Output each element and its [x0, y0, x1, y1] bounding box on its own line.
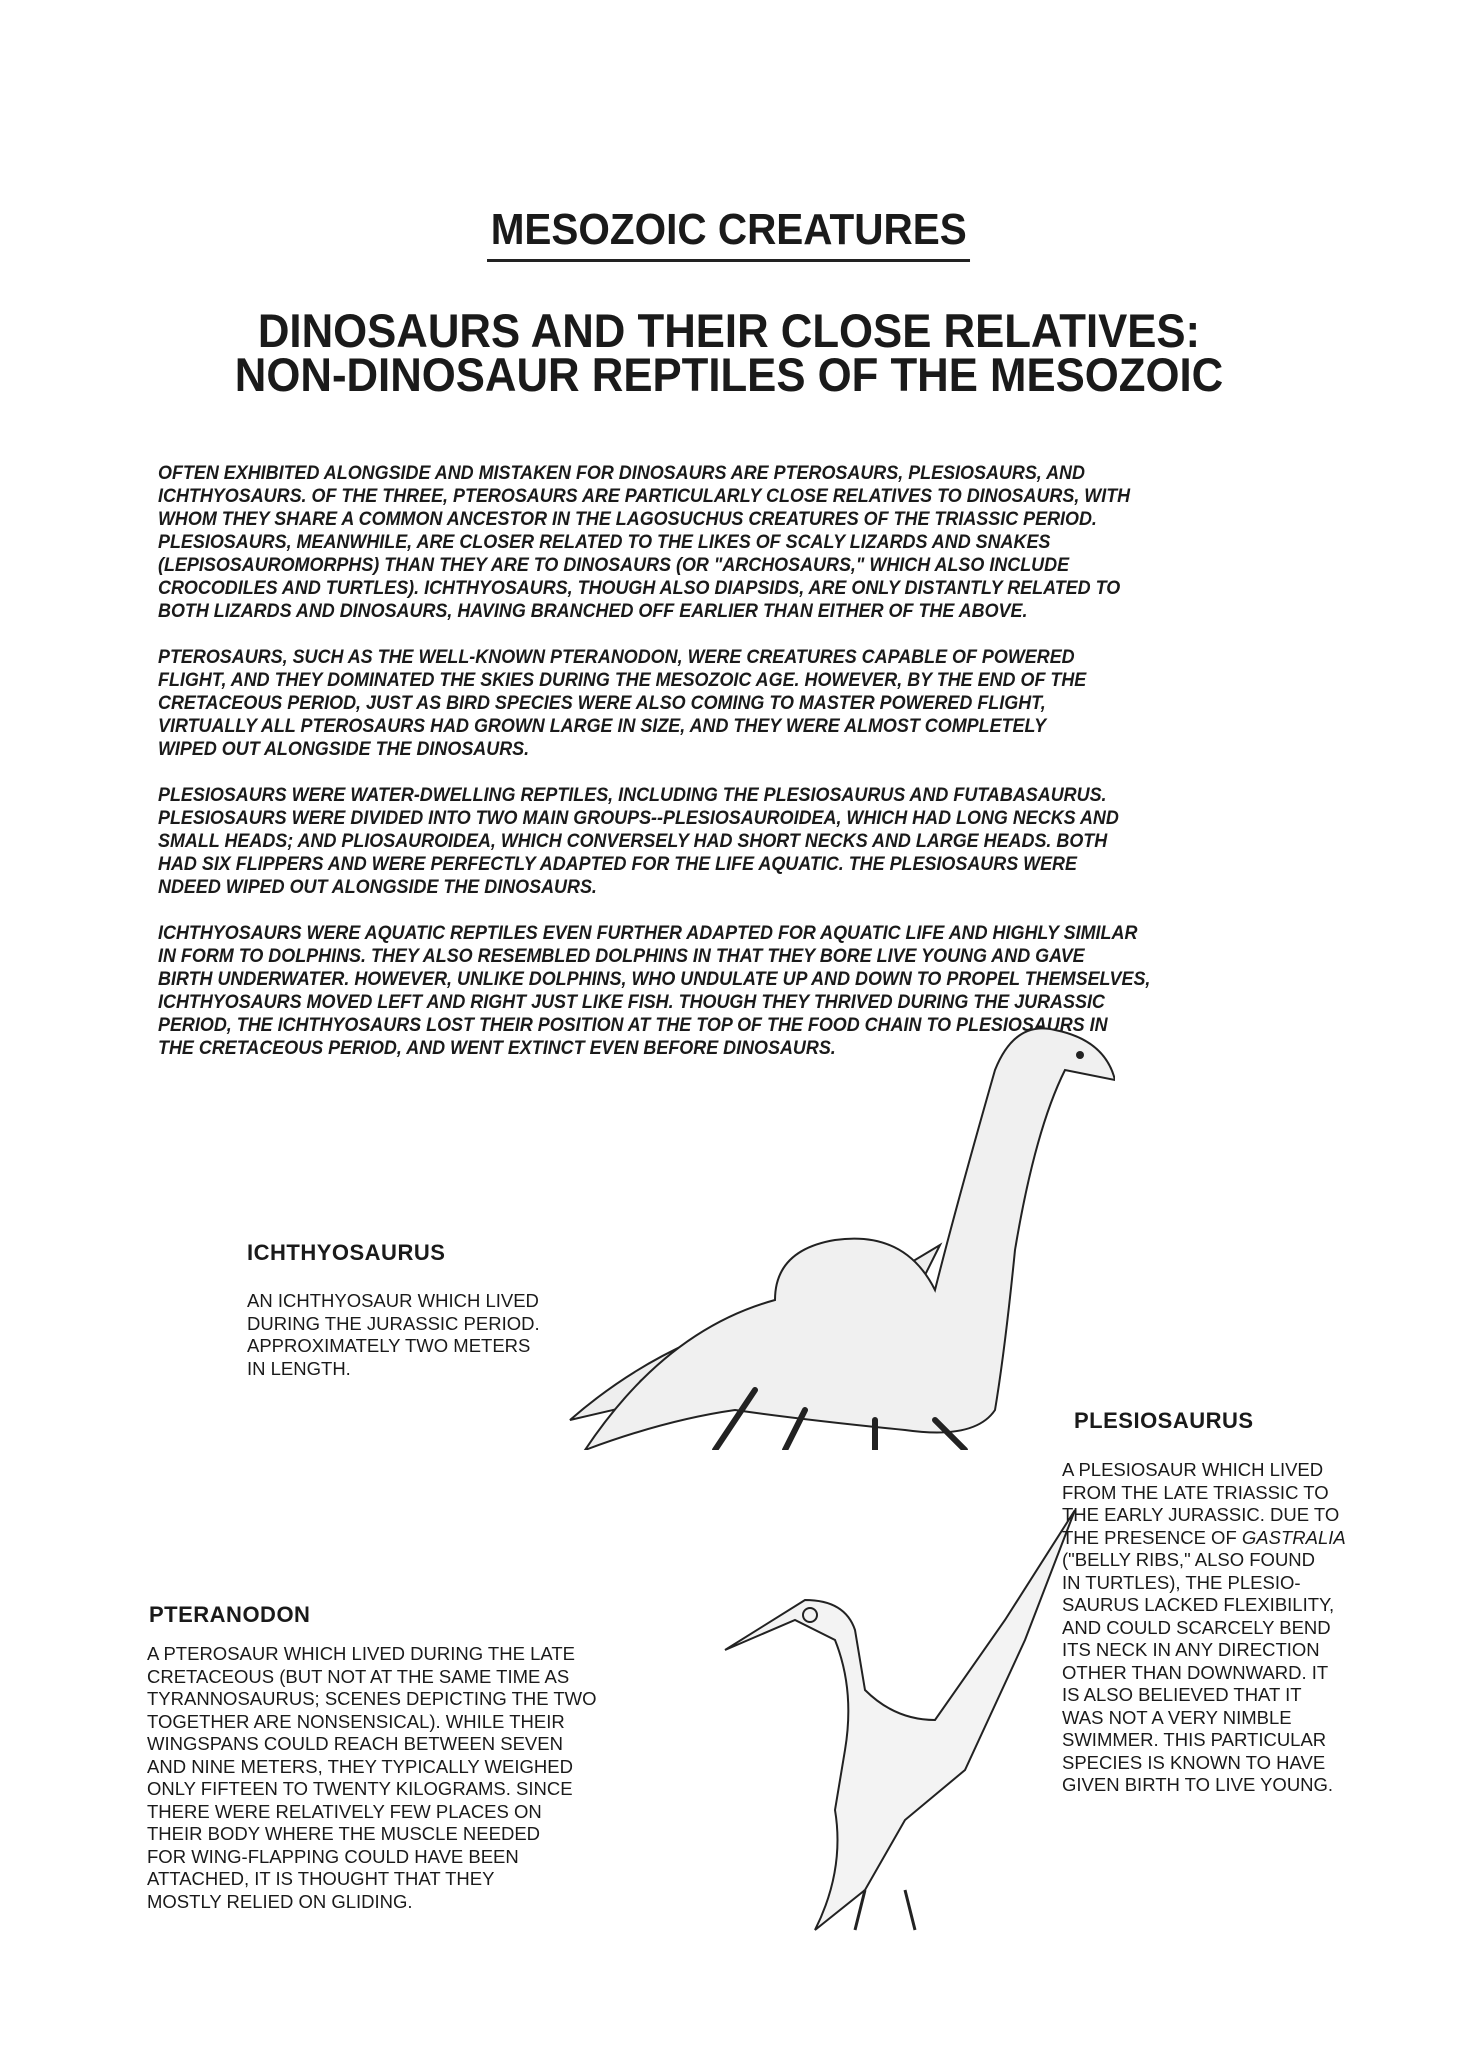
italic-term: GASTRALIA [1241, 1526, 1346, 1548]
page-title: MESOZOIC CREATURES [0, 205, 1458, 262]
text-line: BIRTH UNDERWATER. HOWEVER, UNLIKE DOLPHINS, WHO UNDULATE UP AND DOWN TO PROPEL THEMSELVES, [158, 968, 1151, 990]
section-heading-line-2: NON-DINOSAUR REPTILES OF THE MESOZOIC [234, 348, 1224, 401]
pteranodon-caption [147, 1643, 597, 1913]
text-line: THE CRETACEOUS PERIOD, AND WENT EXTINCT EVEN BEFORE DINOSAURS. [158, 1037, 836, 1059]
text-line: GIVEN BIRTH TO LIVE YOUNG. [1062, 1774, 1334, 1795]
pteranodon-caption-title: PTERANODON [149, 1602, 311, 1627]
text-line: PLESIOSAURS WERE DIVIDED INTO TWO MAIN GROUPS--PLESIOSAUROIDEA, WHICH HAD LONG NECKS AND [158, 807, 1119, 829]
text-line: VIRTUALLY ALL PTEROSAURS HAD GROWN LARGE IN SIZE, AND THEY WERE ALMOST COMPLETELY [158, 715, 1047, 737]
text-line: PLESIOSAURS, MEANWHILE, ARE CLOSER RELATED TO THE LIKES OF SCALY LIZARDS AND SNAKES [158, 531, 1051, 553]
text-line: WHOM THEY SHARE A COMMON ANCESTOR IN THE LAGOSUCHUS CREATURES OF THE TRIASSIC PERIOD. [158, 508, 1097, 530]
paragraph [158, 462, 1150, 623]
text-line: THE PRESENCE OF GASTRALIA [1062, 1526, 1346, 1548]
text-line: IS ALSO BELIEVED THAT IT [1062, 1684, 1302, 1705]
text-line: AN ICHTHYOSAUR WHICH LIVED [247, 1290, 539, 1311]
text-line: HAD SIX FLIPPERS AND WERE PERFECTLY ADAPTED FOR THE LIFE AQUATIC. THE PLESIOSAURS WERE [158, 853, 1077, 875]
text-line: ITS NECK IN ANY DIRECTION [1062, 1639, 1320, 1660]
text-line: IN LENGTH. [247, 1357, 351, 1379]
text-line: A PLESIOSAUR WHICH LIVED [1062, 1459, 1324, 1480]
body-text [158, 462, 1150, 1083]
text-line: SWIMMER. THIS PARTICULAR [1062, 1729, 1327, 1750]
text-line: DURING THE JURASSIC PERIOD. [247, 1312, 540, 1334]
text-line: PTEROSAURS, SUCH AS THE WELL-KNOWN PTERANODON, WERE CREATURES CAPABLE OF POWERED [158, 646, 1075, 668]
text-line: FOR WING-FLAPPING COULD HAVE BEEN [147, 1845, 519, 1867]
text-line: IN TURTLES), THE PLESIO- [1062, 1571, 1301, 1593]
text-line: IN FORM TO DOLPHINS. THEY ALSO RESEMBLED DOLPHINS IN THAT THEY BORE LIVE YOUNG AND GAVE [158, 945, 1085, 967]
text-line: TOGETHER ARE NONSENSICAL). WHILE THEIR [147, 1710, 565, 1732]
text-line: SPECIES IS KNOWN TO HAVE [1062, 1751, 1326, 1773]
text-line: A PTEROSAUR WHICH LIVED DURING THE LATE [147, 1643, 575, 1664]
plesiosaurus-illustration [575, 1010, 1115, 1450]
text-line: THE EARLY JURASSIC. DUE TO [1062, 1504, 1340, 1525]
text-line: ICHTHYOSAURS MOVED LEFT AND RIGHT JUST LIKE FISH. THOUGH THEY THRIVED DURING THE JURASSIC [158, 991, 1105, 1013]
text-line: ("BELLY RIBS," ALSO FOUND [1062, 1549, 1316, 1570]
text-line: WAS NOT A VERY NIMBLE [1062, 1706, 1292, 1728]
text-line: SMALL HEADS; AND PLIOSAUROIDEA, WHICH CONVERSELY HAD SHORT NECKS AND LARGE HEADS. BOTH [158, 830, 1108, 852]
text-line: PERIOD, THE ICHTHYOSAURS LOST THEIR POSITION AT THE TOP OF THE FOOD CHAIN TO PLESIOSAURS IN [158, 1014, 1108, 1036]
paragraph [158, 784, 1150, 899]
text-line: FLIGHT, AND THEY DOMINATED THE SKIES DURING THE MESOZOIC AGE. HOWEVER, BY THE END OF THE [158, 669, 1087, 691]
ichthyosaurus-caption-title: ICHTHYOSAURUS [247, 1240, 446, 1265]
text-line: ICHTHYOSAURS. OF THE THREE, PTEROSAURS ARE PARTICULARLY CLOSE RELATIVES TO DINOSAURS, WITH [158, 485, 1131, 507]
section-heading-line-1: DINOSAURS AND THEIR CLOSE RELATIVES: [257, 304, 1201, 357]
text-line: OTHER THAN DOWNWARD. IT [1062, 1661, 1329, 1683]
plesiosaurus-caption [1062, 1459, 1346, 1797]
ichthyosaurus-caption [247, 1290, 540, 1380]
text-line: OFTEN EXHIBITED ALONGSIDE AND MISTAKEN FOR DINOSAURS ARE PTEROSAURS, PLESIOSAURS, AND [158, 462, 1085, 484]
text-line: ATTACHED, IT IS THOUGHT THAT THEY [147, 1868, 495, 1889]
text-line: TYRANNOSAURUS; SCENES DEPICTING THE TWO [147, 1688, 597, 1709]
text-line: BOTH LIZARDS AND DINOSAURS, HAVING BRANCHED OFF EARLIER THAN EITHER OF THE ABOVE. [158, 600, 1028, 622]
text-line: ICHTHYOSAURS WERE AQUATIC REPTILES EVEN FURTHER ADAPTED FOR AQUATIC LIFE AND HIGHLY SIMILAR [158, 922, 1138, 944]
text-line: WINGSPANS COULD REACH BETWEEN SEVEN [147, 1733, 563, 1754]
text-line: APPROXIMATELY TWO METERS [247, 1335, 531, 1356]
text-line: PLESIOSAURS WERE WATER-DWELLING REPTILES, INCLUDING THE PLESIOSAURUS AND FUTABASAURUS. [158, 784, 1107, 806]
text-line: MOSTLY RELIED ON GLIDING. [147, 1890, 413, 1912]
text-line: NDEED WIPED OUT ALONGSIDE THE DINOSAURS. [158, 876, 597, 898]
text-line: FROM THE LATE TRIASSIC TO [1062, 1481, 1329, 1503]
text-line: THEIR BODY WHERE THE MUSCLE NEEDED [147, 1823, 541, 1844]
text-line: THERE WERE RELATIVELY FEW PLACES ON [147, 1800, 542, 1822]
text-line: WIPED OUT ALONGSIDE THE DINOSAURS. [158, 738, 530, 760]
paragraph [158, 646, 1150, 761]
pteranodon-illustration [705, 1490, 1085, 1940]
plesiosaurus-caption-title: PLESIOSAURUS [1074, 1408, 1254, 1433]
text-line: CRETACEOUS PERIOD, JUST AS BIRD SPECIES WERE ALSO COMING TO MASTER POWERED FLIGHT, [158, 692, 1046, 714]
text-line: AND NINE METERS, THEY TYPICALLY WEIGHED [147, 1755, 573, 1777]
text-line: ONLY FIFTEEN TO TWENTY KILOGRAMS. SINCE [147, 1778, 573, 1799]
text-line: CROCODILES AND TURTLES). ICHTHYOSAURS, THOUGH ALSO DIAPSIDS, ARE ONLY DISTANTLY RELATED TO [158, 577, 1121, 599]
text-line: (LEPISOSAUROMORPHS) THAN THEY ARE TO DINOSAURS (OR "ARCHOSAURS," WHICH ALSO INCLUDE [158, 554, 1070, 576]
text-line: CRETACEOUS (BUT NOT AT THE SAME TIME AS [147, 1665, 570, 1687]
text-line: AND COULD SCARCELY BEND [1062, 1616, 1331, 1638]
text-line: SAURUS LACKED FLEXIBILITY, [1062, 1594, 1335, 1615]
